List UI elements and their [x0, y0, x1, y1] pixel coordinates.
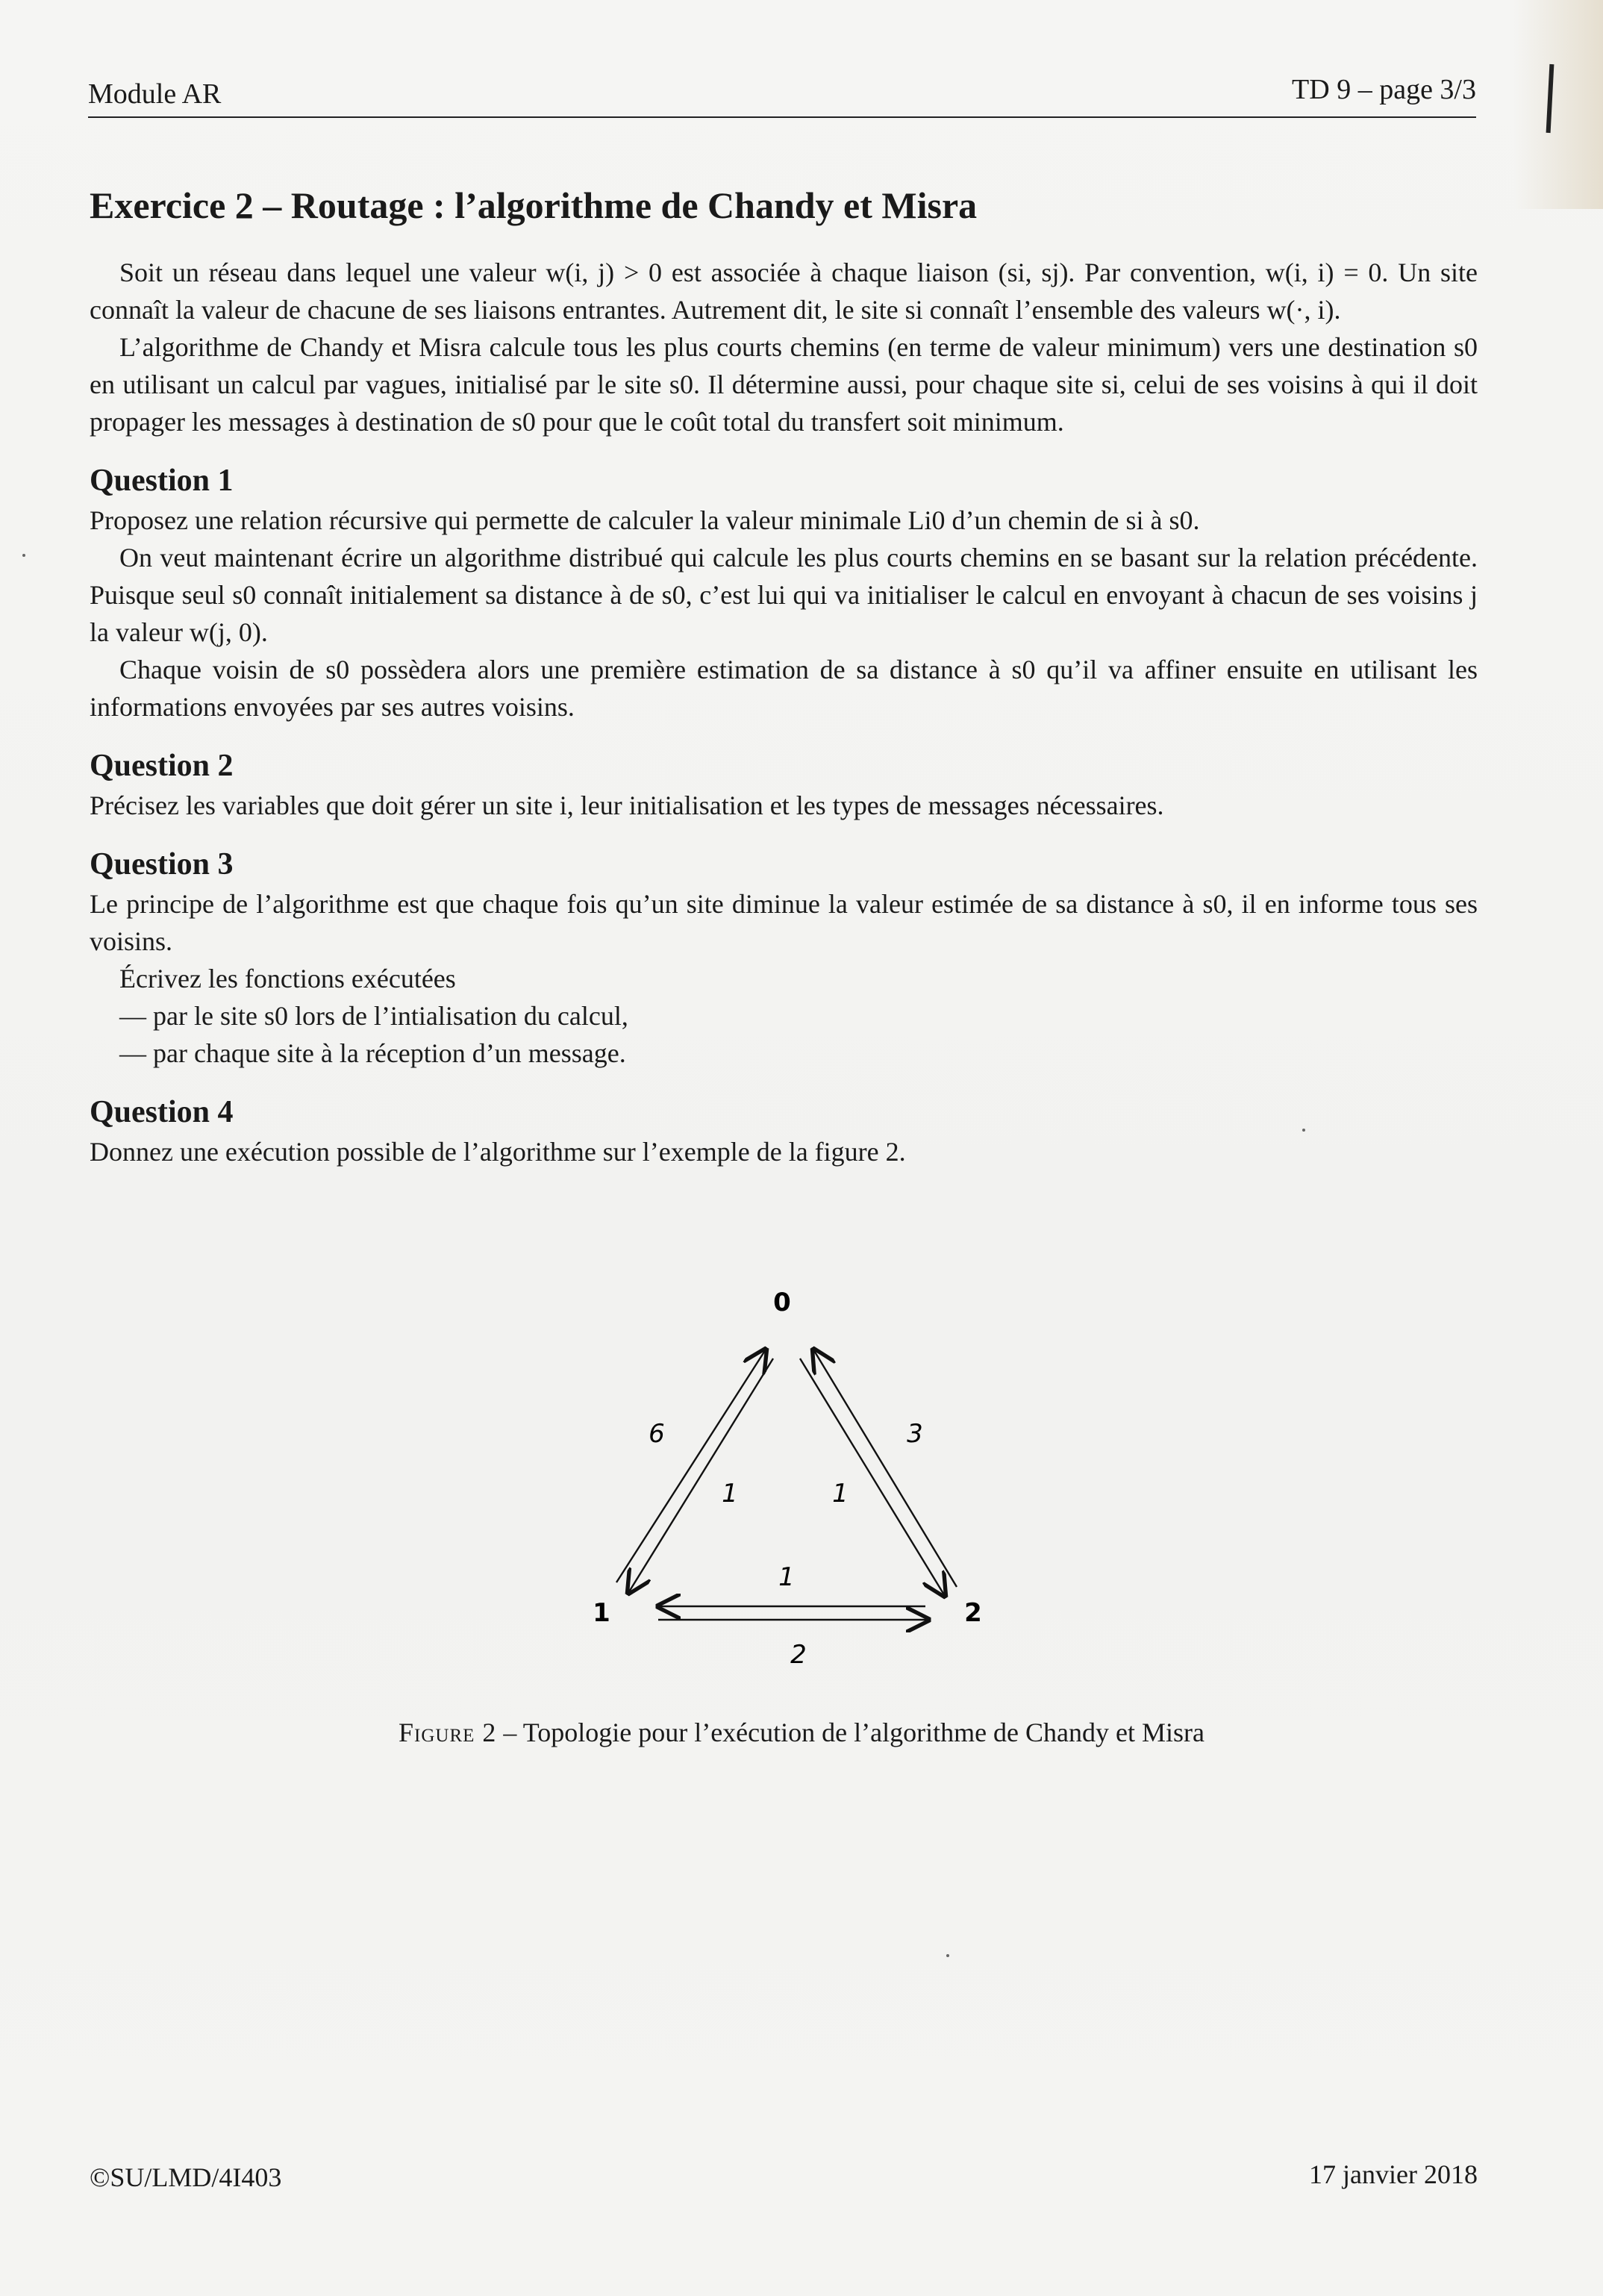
- main-content: [90, 184, 1478, 1170]
- weight-label-3: 3: [907, 1419, 923, 1449]
- edge-0-to-2: [800, 1358, 945, 1596]
- scan-speck: [946, 1954, 949, 1957]
- question-1-paragraph-3: Chaque voisin de s0 possèdera alors une première estimation de sa distance à s0 qu’il va affiner ensuite en utilisant les informations envoyées par ses autres voisins.: [90, 655, 1478, 722]
- question-1-heading: Question 1: [90, 464, 234, 498]
- question-1-paragraph-2: On veut maintenant écrire un algorithme distribué qui calcule les plus courts chemins en se basant sur la relation précédente. Puisque seul s0 connaît initialement sa distance à de s0, c’est lui qui va initialiser le calcul en envoyant à chacun de ses voisins j la valeur w(j, 0).: [90, 543, 1478, 647]
- question-3-heading: Question 3: [90, 847, 234, 882]
- question-4-paragraph: Donnez une exécution possible de l’algorithme sur l’exemple de la figure 2.: [90, 1137, 906, 1167]
- question-3-item-1: — par le site s0 lors de l’intialisation du calcul,: [119, 1001, 628, 1031]
- figure-caption-text: – Topologie pour l’exécution de l’algorithme de Chandy et Misra: [496, 1718, 1204, 1747]
- header-module: Module AR: [88, 78, 222, 110]
- topology-figure: [567, 1284, 1030, 1672]
- exercise-title: Exercice 2 – Routage : l’algorithme de Chandy et Misra: [90, 184, 978, 226]
- header-rule: [88, 116, 1476, 118]
- question-2-paragraph: Précisez les variables que doit gérer un site i, leur initialisation et les types de messages nécessaires.: [90, 790, 1164, 820]
- figure-caption-label: Figure 2: [399, 1718, 497, 1747]
- footer-date: 17 janvier 2018: [1309, 2159, 1478, 2189]
- figure-caption: [0, 1717, 1603, 1748]
- question-3-paragraph-2: Écrivez les fonctions exécutées: [119, 964, 456, 993]
- weight-label-1-right: 1: [832, 1479, 849, 1509]
- question-1-paragraph-1: Proposez une relation récursive qui permette de calculer la valeur minimale Li0 d’un chemin de si à s0.: [90, 505, 1200, 535]
- header-page-number: TD 9 – page 3/3: [1292, 74, 1476, 105]
- weight-label-6: 6: [649, 1419, 665, 1449]
- intro-paragraph-2: L’algorithme de Chandy et Misra calcule tous les plus courts chemins (en terme de valeur minimum) vers une destination s0 en utilisant un calcul par vagues, initialisé par le site s0. Il détermine aussi, pour chaque site si, celui de ses voisins à qui il doit propager les messages à destination de s0 pour que le coût total du transfert soit minimum.: [90, 332, 1478, 437]
- weight-label-1-bottom: 1: [778, 1562, 795, 1592]
- edge-1-to-0: [616, 1350, 766, 1582]
- edge-0-to-1: [628, 1358, 773, 1593]
- scan-speck: [22, 554, 25, 557]
- scan-speck: [1302, 1129, 1305, 1132]
- question-2-heading: Question 2: [90, 749, 234, 783]
- weight-label-1-left: 1: [722, 1479, 738, 1509]
- footer-copyright: ©SU/LMD/4I403: [90, 2162, 282, 2192]
- edge-2-to-0: [813, 1350, 957, 1587]
- node-1-label: 1: [593, 1598, 610, 1628]
- weight-label-2: 2: [790, 1640, 807, 1670]
- question-3-item-2: — par chaque site à la réception d’un message.: [119, 1038, 626, 1068]
- intro-paragraph-1: Soit un réseau dans lequel une valeur w(i, j) > 0 est associée à chaque liaison (si, sj). Par convention, w(i, i) = 0. Un site connaît la valeur de chacune de ses liaisons entrantes. Autrement dit, le site si connaît l’ensemble des valeurs w(·, i).: [90, 258, 1478, 325]
- page-corner-shadow: [1513, 0, 1603, 209]
- question-4-heading: Question 4: [90, 1095, 234, 1129]
- node-2-label: 2: [964, 1598, 982, 1628]
- node-0-label: 0: [773, 1288, 791, 1317]
- question-3-paragraph-1: Le principe de l’algorithme est que chaque fois qu’un site diminue la valeur estimée de sa distance à s0, il en informe tous ses voisins.: [90, 889, 1478, 956]
